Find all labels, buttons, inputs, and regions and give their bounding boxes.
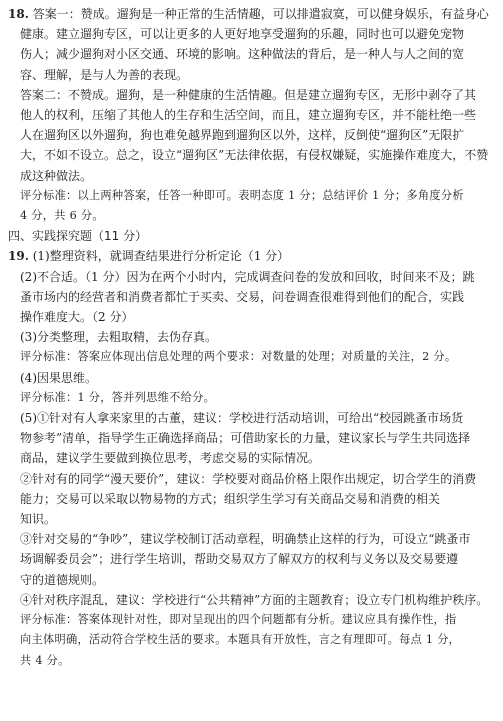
- q19-part5-scoring-line-2: 向主体明确，活动符合学校生活的要求。本题具有开放性，言之有理即可。每点 1 分，: [20, 633, 461, 647]
- question-number-19: 19.: [8, 249, 29, 264]
- q19-part5-item4-line: ④针对秩序混乱，建议：学校进行“公共精神”方面的主题教育；设立专门机构维护秩序。: [20, 592, 489, 607]
- q18-answer-two-line-3: 人在遛狗区以外遛狗，狗也难免越界跑到遛狗区以外，这样，反倒使“遛狗区”无限扩: [20, 128, 465, 143]
- q18-line-1: [8, 4, 495, 24]
- q18-answer-two-line-2: 他人的权利，压缩了其他人的生存和生活空间，而且，建立遛狗专区，并不能杜绝一些: [20, 108, 477, 123]
- q19-part2-line-2: 蚤市场内的经营者和消费者都忙于买卖、交易，问卷调查很难得到他们的配合，实践: [20, 289, 465, 304]
- q19-part5-item2-line-2: 能力；交易可以采取以物易物的方式；组织学生学习有关商品交易和消费的相关: [20, 491, 441, 506]
- q19-part2-line-3: 操作难度大。（2 分）: [20, 310, 134, 325]
- q18-answer-two-line-1: 答案二：不赞成。遛狗，是一种健康的生活情趣。但是建立遛狗专区，无形中剥夺了其: [20, 87, 477, 102]
- q19-part5-item3-line-2: 场调解委员会”；进行学生培训，帮助交易双方了解双方的权利与义务以及交易要遵: [20, 552, 459, 567]
- q19-part4-line: (4)因果思维。: [20, 370, 97, 385]
- q19-part5-item1-line-3: 商品，建议学生要做到换位思考，考虑交易的实际情况。: [20, 451, 321, 466]
- q19-part5-item2-line-3: 知识。: [20, 512, 57, 527]
- q19-part5-item3-line-3: 守的道德规则。: [20, 572, 105, 587]
- q18-line-2: 健康。建立遛狗专区，可以让更多的人更好地享受遛狗的乐趣，同时也可以避免宠物: [20, 27, 465, 42]
- q19-part5-item3-line-1: ③针对交易的“争吵”，建议学校制订活动章程，明确禁止这样的行为，可设立“跳蚤市: [20, 532, 471, 547]
- q19-part3-line: (3)分类整理，去粗取精，去伪存真。: [20, 330, 217, 345]
- q18-answer-one-text: 答案一：赞成。遛狗是一种正常的生活情趣，可以排遣寂寞，可以健身娱乐，有益身心: [28, 7, 489, 21]
- q19-part4-scoring: 评分标准：1 分，答并列思维不给分。: [20, 390, 216, 404]
- section-heading-practice: 四、实践探究题（11 分）: [8, 229, 148, 244]
- q19-part5-scoring-line-3: 共 4 分。: [20, 653, 70, 667]
- q19-part5-item1-line-2: 物参考”清单，指导学生正确选择商品；可借助家长的力量，建议家长与学生共同选择: [20, 431, 471, 446]
- q19-part1-text: (1)整理资料，就调查结果进行分析定论（1 分）: [28, 249, 290, 264]
- q19-part2-line-1: (2)不合适。（1 分）因为在两个小时内，完成调查问卷的发放和回收，时间来不及；跳: [20, 269, 475, 284]
- q18-line-4: 容、理解，是与人为善的表现。: [20, 67, 189, 82]
- q18-line-3: 伤人；减少遛狗对小区交通、环境的影响。这种做法的背后，是一种人与人之间的宽: [20, 47, 465, 62]
- q18-scoring-line-1: 评分标准：以上两种答案，任答一种即可。表明态度 1 分；总结评价 1 分；多角度分析: [20, 188, 464, 202]
- q19-part5-scoring-line-1: 评分标准：答案体现针对性，即对呈现出的四个问题都有分析。建议应具有操作性，指: [20, 613, 457, 627]
- q18-scoring-line-2: 4 分，共 6 分。: [20, 209, 104, 223]
- q18-answer-two-line-5: 成这种做法。: [20, 168, 93, 183]
- question-number-18: 18.: [8, 7, 29, 21]
- q18-answer-two-line-4: 大，不如不设立。总之，设立“遛狗区”无法律依据，有侵权嫌疑，实施操作难度大，不赞: [20, 148, 489, 163]
- q19-part5-item2-line-1: ②针对有的同学“漫天要价”，建议：学校要对商品价格上限作出规定，切合学生的消费: [20, 471, 477, 486]
- q19-line-1: [8, 246, 495, 266]
- q19-part5-item1-line-1: (5)①针对有人拿来家里的古董，建议：学校进行活动培训，可给出“校园跳蚤市场货: [20, 411, 464, 426]
- q19-part3-scoring: 评分标准：答案应体现出信息处理的两个要求：对数量的处理；对质量的关注，2 分。: [20, 350, 457, 364]
